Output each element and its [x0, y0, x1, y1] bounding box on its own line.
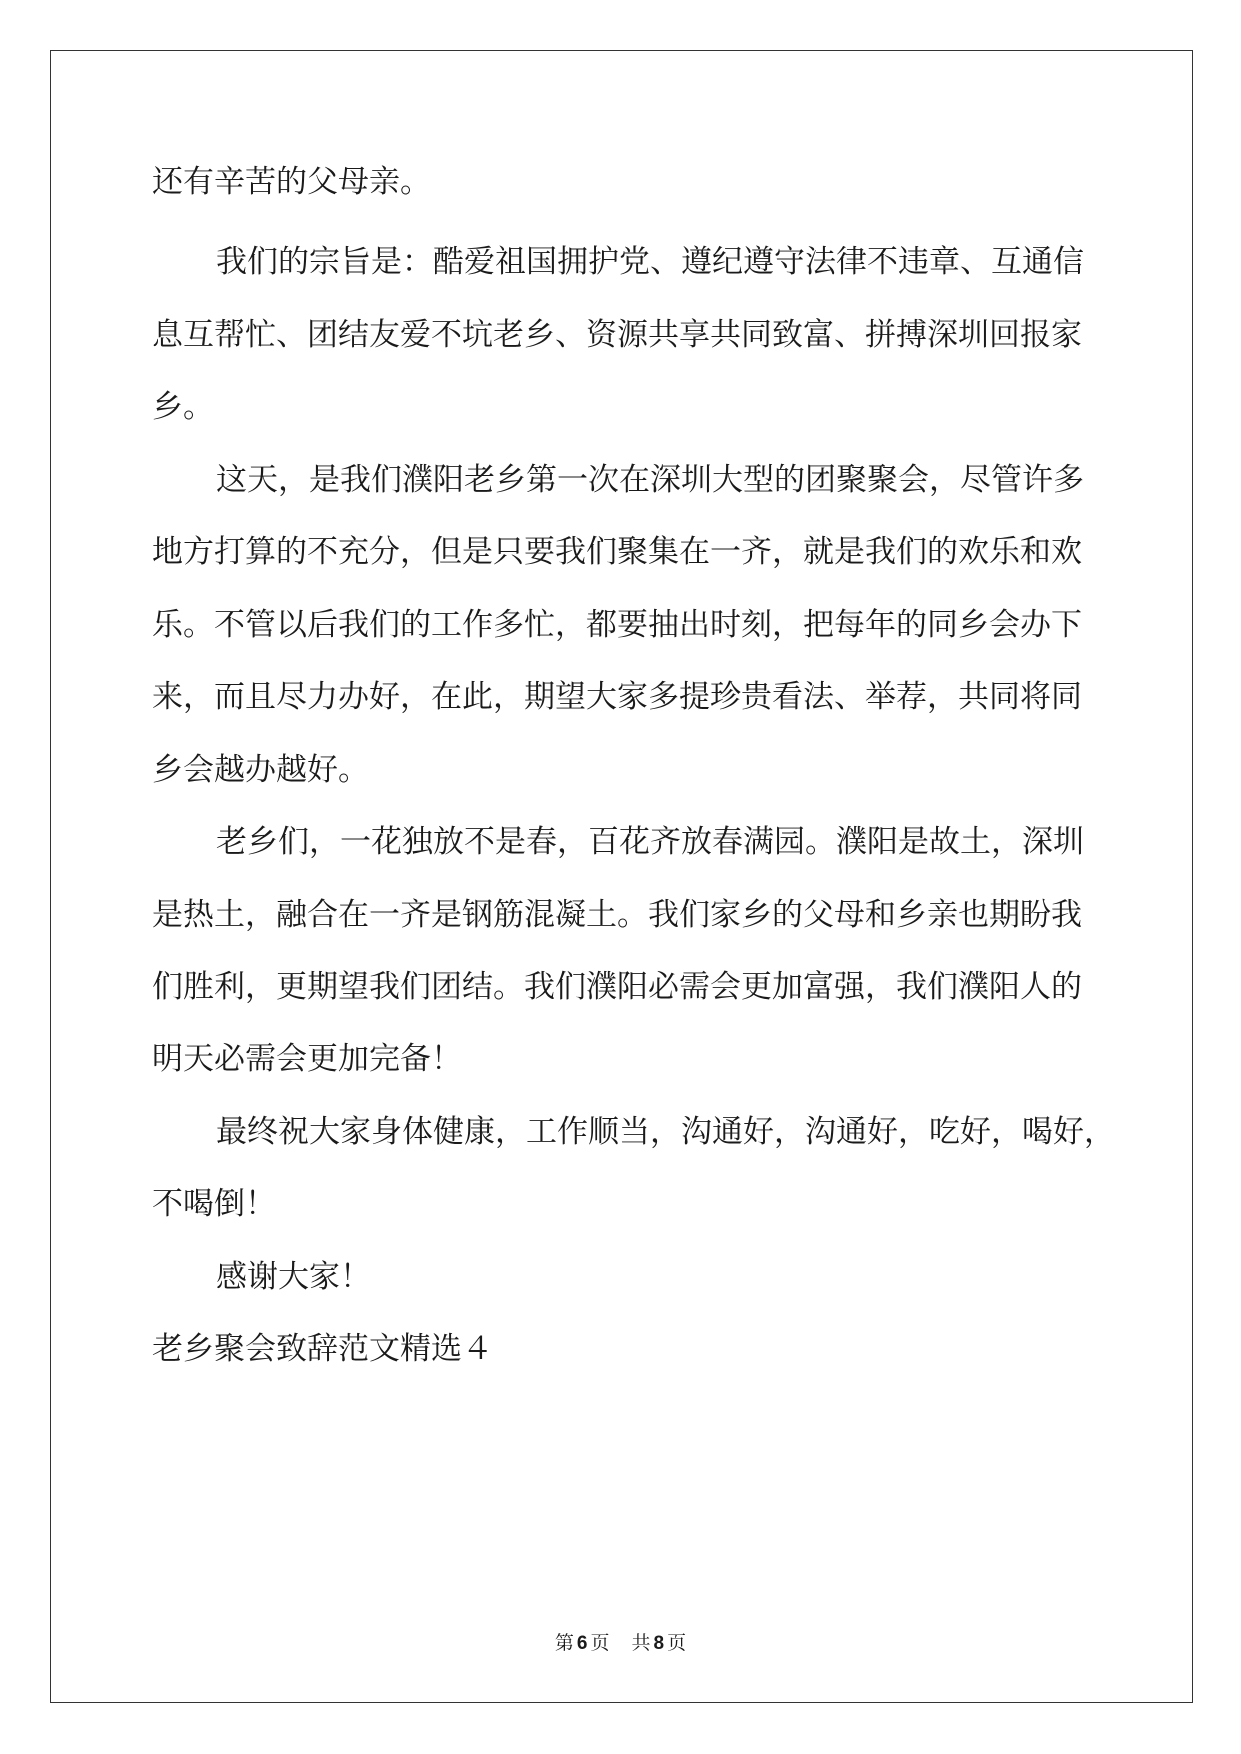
- footer-page-total: 8: [653, 1633, 665, 1654]
- page-border: [50, 50, 1193, 1703]
- text-line: 乐。不管以后我们的工作多忙，都要抽出时刻，把每年的同乡会办下: [152, 607, 1082, 643]
- text-line: 地方打算的不充分，但是只要我们聚集在一齐，就是我们的欢乐和欢: [152, 534, 1082, 570]
- page-footer: [0, 1631, 1241, 1656]
- text-line: 们胜利，更期望我们团结。我们濮阳必需会更加富强，我们濮阳人的: [152, 969, 1082, 1005]
- text-line: 乡会越办越好。: [152, 752, 369, 788]
- footer-page-mid: 页: [590, 1632, 610, 1654]
- text-line: 最终祝大家身体健康，工作顺当，沟通好，沟通好，吃好，喝好，: [216, 1114, 1115, 1150]
- footer-total-suffix: 页: [667, 1632, 687, 1654]
- text-line: 息互帮忙、团结友爱不坑老乡、资源共享共同致富、拼搏深圳回报家: [152, 317, 1082, 353]
- text-line: 感谢大家！: [216, 1259, 371, 1295]
- text-line: 明天必需会更加完备！: [152, 1041, 462, 1077]
- footer-page-prefix: 第: [554, 1632, 574, 1654]
- text-line: 老乡们，一花独放不是春，百花齐放春满园。濮阳是故土，深圳: [216, 824, 1084, 860]
- text-line: 乡。: [152, 389, 214, 425]
- section-heading: 老乡聚会致辞范文精选４: [152, 1331, 493, 1367]
- text-line: 是热土，融合在一齐是钢筋混凝土。我们家乡的父母和乡亲也期盼我: [152, 897, 1082, 933]
- text-line: 还有辛苦的父母亲。: [152, 164, 431, 200]
- footer-page-current: 6: [576, 1633, 588, 1654]
- text-line: 我们的宗旨是：酷爱祖国拥护党、遵纪遵守法律不违章、互通信: [216, 244, 1084, 280]
- text-line: 来，而且尽力办好，在此，期望大家多提珍贵看法、举荐，共同将同: [152, 679, 1082, 715]
- text-line: 这天，是我们濮阳老乡第一次在深圳大型的团聚聚会，尽管许多: [216, 462, 1084, 498]
- text-line: 不喝倒！: [152, 1186, 276, 1222]
- footer-total-prefix: 共: [631, 1632, 651, 1654]
